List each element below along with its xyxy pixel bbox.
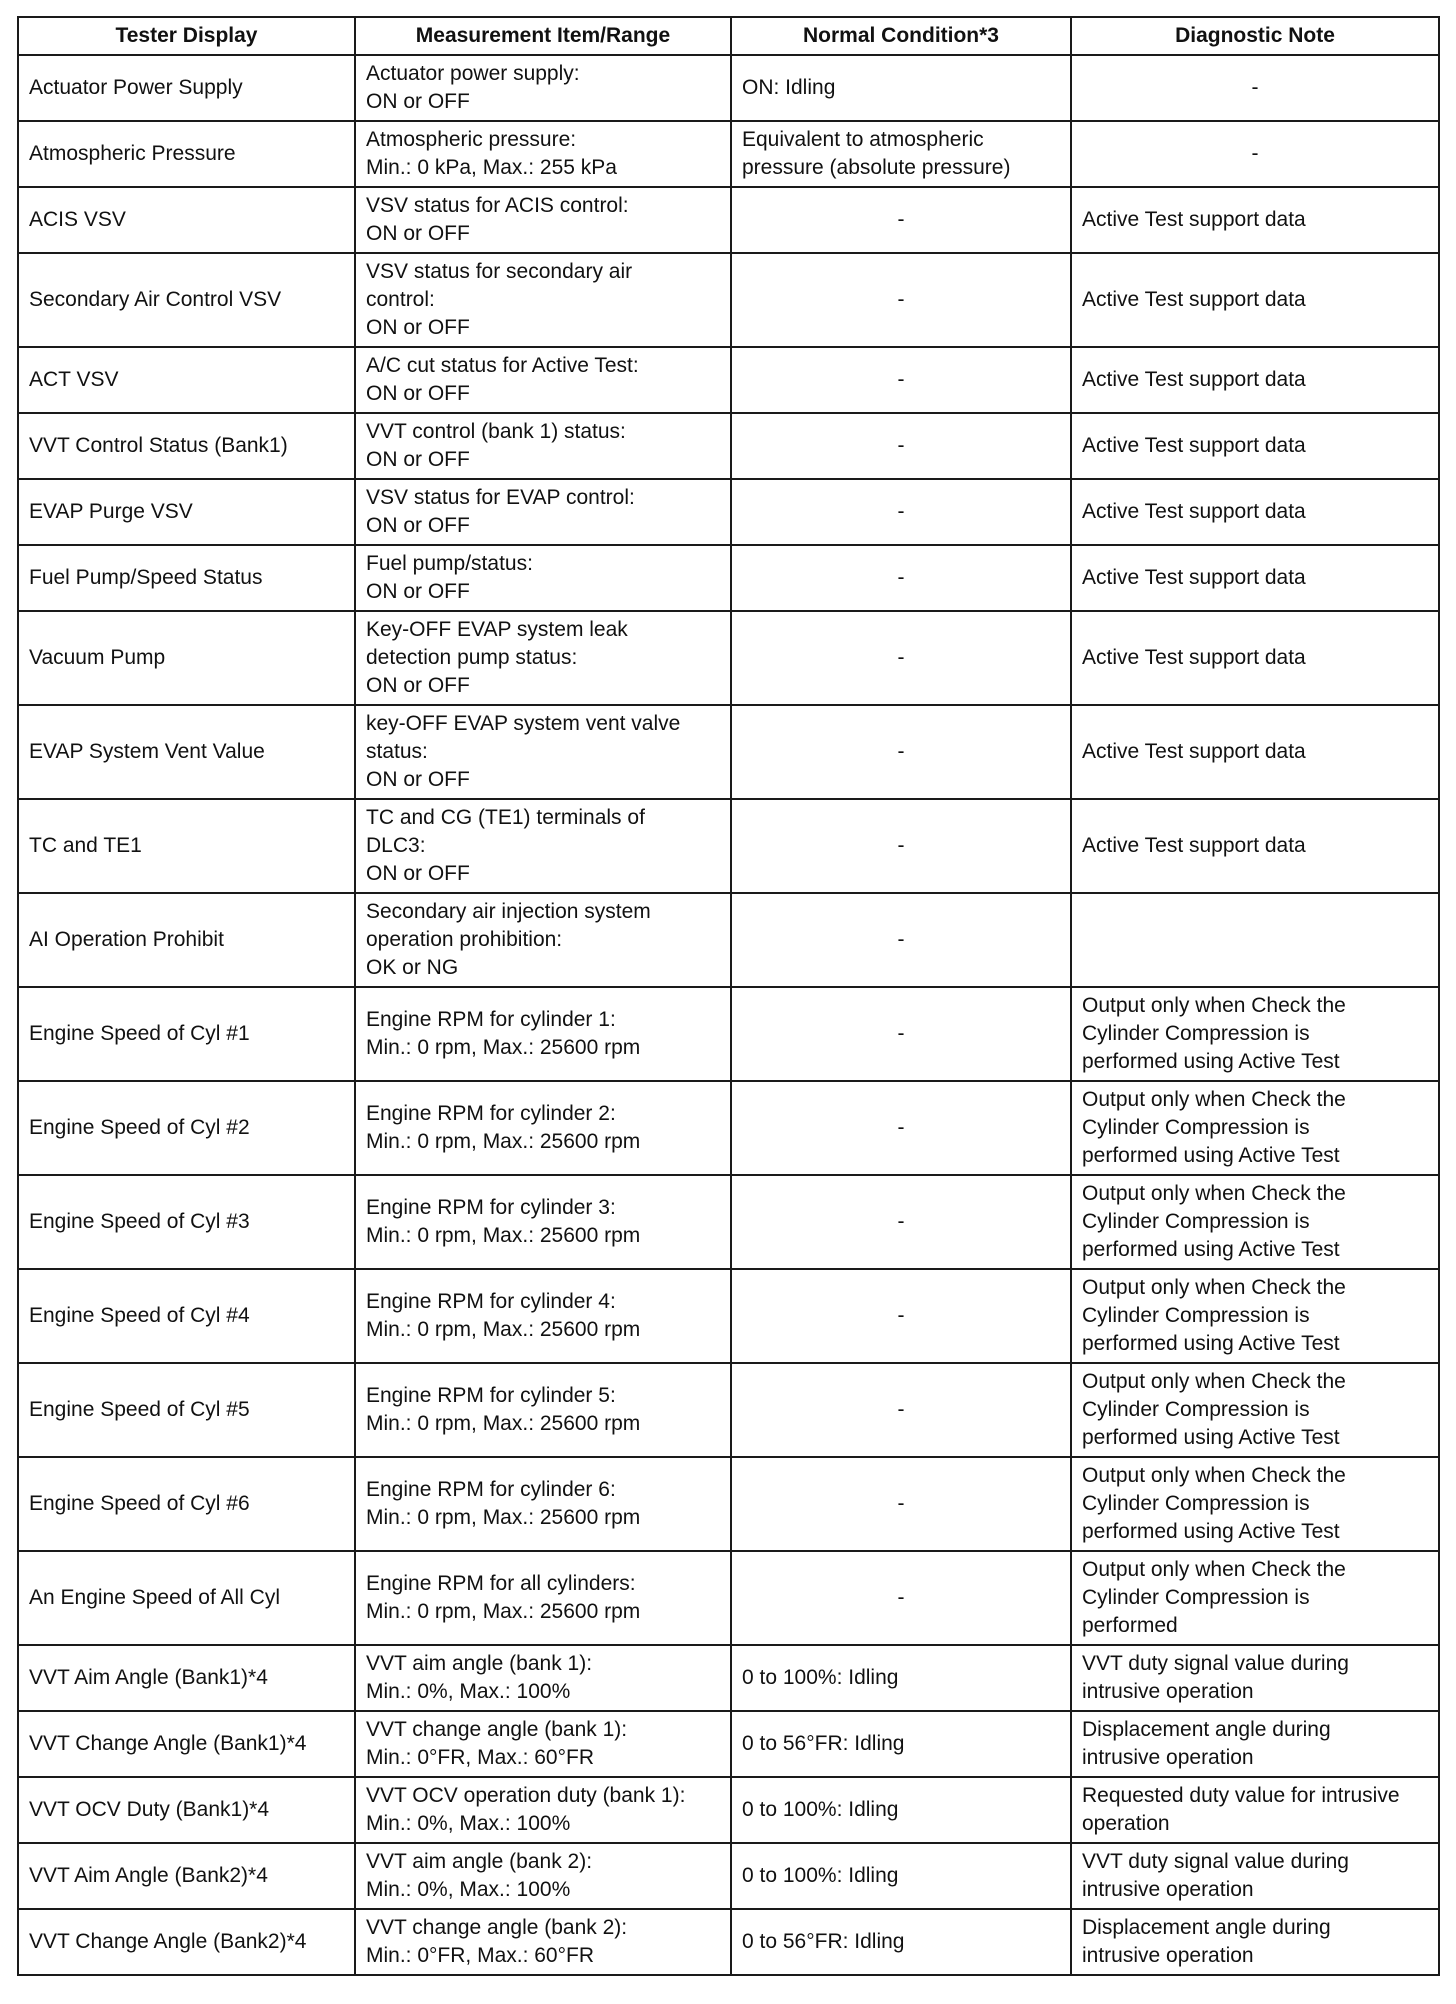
header-measurement-item: Measurement Item/Range xyxy=(355,17,731,55)
cell-measurement-item-line: Min.: 0%, Max.: 100% xyxy=(366,1878,571,1901)
cell-measurement-item xyxy=(355,611,731,705)
cell-diagnostic-note xyxy=(1071,1551,1439,1645)
cell-diagnostic-note-line: Active Test support data xyxy=(1082,288,1306,311)
cell-measurement-item xyxy=(355,705,731,799)
cell-measurement-item xyxy=(355,413,731,479)
cell-tester-display: An Engine Speed of All Cyl xyxy=(18,1551,355,1645)
cell-tester-display: Atmospheric Pressure xyxy=(18,121,355,187)
cell-measurement-item xyxy=(355,1909,731,1975)
cell-measurement-item-line: TC and CG (TE1) terminals of xyxy=(366,806,645,829)
cell-normal-condition-line: - xyxy=(897,288,905,311)
cell-diagnostic-note-line: Output only when Check the xyxy=(1082,1558,1346,1581)
cell-diagnostic-note-line: performed xyxy=(1082,1614,1178,1637)
cell-measurement-item-line: VSV status for EVAP control: xyxy=(366,486,635,509)
cell-diagnostic-note-line: Active Test support data xyxy=(1082,566,1306,589)
cell-measurement-item-line: Min.: 0 rpm, Max.: 25600 rpm xyxy=(366,1036,641,1059)
cell-diagnostic-note-line: performed using Active Test xyxy=(1082,1520,1340,1543)
cell-measurement-item-line: Min.: 0 rpm, Max.: 25600 rpm xyxy=(366,1506,641,1529)
table-row xyxy=(18,987,1439,1081)
cell-measurement-item-line: Engine RPM for all cylinders: xyxy=(366,1572,636,1595)
cell-measurement-item-line: Min.: 0%, Max.: 100% xyxy=(366,1680,571,1703)
cell-measurement-item xyxy=(355,347,731,413)
cell-tester-display: Vacuum Pump xyxy=(18,611,355,705)
cell-measurement-item-line: Key-OFF EVAP system leak xyxy=(366,618,628,641)
cell-measurement-item-line: OK or NG xyxy=(366,956,459,979)
cell-diagnostic-note xyxy=(1071,187,1439,253)
cell-diagnostic-note xyxy=(1071,55,1439,121)
cell-diagnostic-note-line: Output only when Check the xyxy=(1082,1088,1346,1111)
cell-normal-condition-line: - xyxy=(897,208,905,231)
cell-measurement-item-line: VVT aim angle (bank 1): xyxy=(366,1652,593,1675)
cell-tester-display: TC and TE1 xyxy=(18,799,355,893)
cell-measurement-item-line: Atmospheric pressure: xyxy=(366,128,577,151)
table-row xyxy=(18,479,1439,545)
cell-normal-condition xyxy=(731,1269,1071,1363)
cell-measurement-item-line: Engine RPM for cylinder 3: xyxy=(366,1196,616,1219)
table-row xyxy=(18,1909,1439,1975)
cell-normal-condition-line: - xyxy=(897,434,905,457)
cell-measurement-item-line: Engine RPM for cylinder 1: xyxy=(366,1008,616,1031)
cell-tester-display: ACIS VSV xyxy=(18,187,355,253)
cell-diagnostic-note xyxy=(1071,1711,1439,1777)
cell-diagnostic-note xyxy=(1071,1363,1439,1457)
table-row xyxy=(18,705,1439,799)
cell-normal-condition-line: - xyxy=(897,740,905,763)
cell-diagnostic-note-line: - xyxy=(1251,76,1259,99)
table-row xyxy=(18,1363,1439,1457)
cell-diagnostic-note xyxy=(1071,253,1439,347)
cell-measurement-item-line: ON or OFF xyxy=(366,768,470,791)
cell-diagnostic-note-line: intrusive operation xyxy=(1082,1944,1254,1967)
cell-diagnostic-note-line: Active Test support data xyxy=(1082,740,1306,763)
cell-diagnostic-note xyxy=(1071,611,1439,705)
cell-diagnostic-note xyxy=(1071,121,1439,187)
cell-normal-condition-line: - xyxy=(897,1116,905,1139)
cell-diagnostic-note-line: - xyxy=(1251,142,1259,165)
cell-normal-condition xyxy=(731,799,1071,893)
cell-normal-condition-line: 0 to 56°FR: Idling xyxy=(742,1930,905,1953)
cell-diagnostic-note xyxy=(1071,413,1439,479)
cell-diagnostic-note-line: Output only when Check the xyxy=(1082,1370,1346,1393)
cell-measurement-item xyxy=(355,187,731,253)
cell-diagnostic-note-line: intrusive operation xyxy=(1082,1878,1254,1901)
cell-normal-condition-line: - xyxy=(897,1398,905,1421)
cell-measurement-item xyxy=(355,799,731,893)
cell-measurement-item xyxy=(355,1081,731,1175)
cell-tester-display: Secondary Air Control VSV xyxy=(18,253,355,347)
cell-normal-condition-line: ON: Idling xyxy=(742,76,836,99)
cell-measurement-item-line: Min.: 0°FR, Max.: 60°FR xyxy=(366,1944,595,1967)
cell-diagnostic-note-line: VVT duty signal value during xyxy=(1082,1850,1349,1873)
cell-diagnostic-note-line: operation xyxy=(1082,1812,1170,1835)
cell-tester-display: ACT VSV xyxy=(18,347,355,413)
cell-normal-condition-line: 0 to 100%: Idling xyxy=(742,1798,899,1821)
table-row xyxy=(18,1711,1439,1777)
cell-diagnostic-note-line: Output only when Check the xyxy=(1082,1182,1346,1205)
cell-measurement-item-line: Engine RPM for cylinder 6: xyxy=(366,1478,616,1501)
cell-measurement-item xyxy=(355,121,731,187)
cell-tester-display: Engine Speed of Cyl #2 xyxy=(18,1081,355,1175)
cell-measurement-item-line: detection pump status: xyxy=(366,646,578,669)
cell-measurement-item-line: key-OFF EVAP system vent valve xyxy=(366,712,681,735)
cell-normal-condition xyxy=(731,1711,1071,1777)
cell-normal-condition xyxy=(731,1363,1071,1457)
table-row xyxy=(18,1777,1439,1843)
cell-measurement-item-line: Min.: 0 kPa, Max.: 255 kPa xyxy=(366,156,617,179)
table-row xyxy=(18,893,1439,987)
cell-measurement-item xyxy=(355,1711,731,1777)
cell-tester-display: VVT Aim Angle (Bank2)*4 xyxy=(18,1843,355,1909)
cell-diagnostic-note-line: Output only when Check the xyxy=(1082,1464,1346,1487)
cell-tester-display: VVT Change Angle (Bank2)*4 xyxy=(18,1909,355,1975)
cell-diagnostic-note-line: Cylinder Compression is xyxy=(1082,1116,1310,1139)
cell-measurement-item-line: Engine RPM for cylinder 2: xyxy=(366,1102,616,1125)
cell-diagnostic-note-line: performed using Active Test xyxy=(1082,1144,1340,1167)
cell-diagnostic-note-line: intrusive operation xyxy=(1082,1746,1254,1769)
cell-measurement-item-line: ON or OFF xyxy=(366,514,470,537)
table-row xyxy=(18,55,1439,121)
header-normal-condition: Normal Condition*3 xyxy=(731,17,1071,55)
cell-tester-display: Engine Speed of Cyl #3 xyxy=(18,1175,355,1269)
cell-measurement-item-line: ON or OFF xyxy=(366,316,470,339)
table-body xyxy=(18,55,1439,1975)
table-row xyxy=(18,1551,1439,1645)
cell-diagnostic-note-line: Cylinder Compression is xyxy=(1082,1398,1310,1421)
cell-normal-condition xyxy=(731,705,1071,799)
cell-normal-condition-line: - xyxy=(897,1586,905,1609)
cell-tester-display: VVT Control Status (Bank1) xyxy=(18,413,355,479)
cell-measurement-item xyxy=(355,893,731,987)
cell-diagnostic-note-line: Cylinder Compression is xyxy=(1082,1210,1310,1233)
cell-measurement-item-line: Engine RPM for cylinder 5: xyxy=(366,1384,616,1407)
header-diagnostic-note: Diagnostic Note xyxy=(1071,17,1439,55)
cell-normal-condition-line: 0 to 100%: Idling xyxy=(742,1864,899,1887)
cell-tester-display: Fuel Pump/Speed Status xyxy=(18,545,355,611)
cell-measurement-item-line: ON or OFF xyxy=(366,862,470,885)
cell-diagnostic-note xyxy=(1071,1269,1439,1363)
cell-measurement-item xyxy=(355,545,731,611)
cell-diagnostic-note xyxy=(1071,347,1439,413)
cell-normal-condition xyxy=(731,1843,1071,1909)
cell-diagnostic-note xyxy=(1071,893,1439,987)
cell-measurement-item-line: VVT change angle (bank 1): xyxy=(366,1718,628,1741)
cell-diagnostic-note xyxy=(1071,987,1439,1081)
cell-measurement-item xyxy=(355,253,731,347)
cell-diagnostic-note-line: Active Test support data xyxy=(1082,834,1306,857)
cell-measurement-item-line: ON or OFF xyxy=(366,382,470,405)
table-row xyxy=(18,1645,1439,1711)
cell-normal-condition xyxy=(731,545,1071,611)
cell-measurement-item-line: A/C cut status for Active Test: xyxy=(366,354,639,377)
cell-measurement-item-line: VVT OCV operation duty (bank 1): xyxy=(366,1784,686,1807)
cell-normal-condition xyxy=(731,1909,1071,1975)
cell-normal-condition xyxy=(731,1081,1071,1175)
cell-diagnostic-note-line: performed using Active Test xyxy=(1082,1050,1340,1073)
cell-normal-condition xyxy=(731,1457,1071,1551)
cell-normal-condition xyxy=(731,1175,1071,1269)
cell-measurement-item xyxy=(355,987,731,1081)
cell-measurement-item xyxy=(355,1645,731,1711)
cell-measurement-item-line: VSV status for secondary air xyxy=(366,260,633,283)
cell-normal-condition-line: - xyxy=(897,1210,905,1233)
cell-tester-display: Engine Speed of Cyl #5 xyxy=(18,1363,355,1457)
table-row xyxy=(18,545,1439,611)
table-row xyxy=(18,611,1439,705)
cell-measurement-item xyxy=(355,55,731,121)
cell-measurement-item-line: Secondary air injection system xyxy=(366,900,651,923)
cell-measurement-item-line: status: xyxy=(366,740,428,763)
cell-measurement-item-line: Fuel pump/status: xyxy=(366,552,533,575)
cell-measurement-item-line: ON or OFF xyxy=(366,580,470,603)
cell-normal-condition xyxy=(731,611,1071,705)
cell-measurement-item-line: VVT control (bank 1) status: xyxy=(366,420,626,443)
cell-diagnostic-note-line: Cylinder Compression is xyxy=(1082,1022,1310,1045)
cell-diagnostic-note-line: performed using Active Test xyxy=(1082,1332,1340,1355)
cell-tester-display: Engine Speed of Cyl #1 xyxy=(18,987,355,1081)
cell-measurement-item-line: Min.: 0 rpm, Max.: 25600 rpm xyxy=(366,1318,641,1341)
cell-diagnostic-note xyxy=(1071,1175,1439,1269)
cell-normal-condition-line: 0 to 100%: Idling xyxy=(742,1666,899,1689)
cell-diagnostic-note-line: Active Test support data xyxy=(1082,646,1306,669)
cell-normal-condition-line: 0 to 56°FR: Idling xyxy=(742,1732,905,1755)
cell-measurement-item-line: Min.: 0 rpm, Max.: 25600 rpm xyxy=(366,1224,641,1247)
cell-measurement-item xyxy=(355,479,731,545)
cell-normal-condition xyxy=(731,55,1071,121)
cell-diagnostic-note-line: VVT duty signal value during xyxy=(1082,1652,1349,1675)
cell-tester-display: Engine Speed of Cyl #6 xyxy=(18,1457,355,1551)
cell-diagnostic-note xyxy=(1071,799,1439,893)
cell-normal-condition-line: - xyxy=(897,1022,905,1045)
cell-measurement-item xyxy=(355,1269,731,1363)
cell-diagnostic-note-line: performed using Active Test xyxy=(1082,1238,1340,1261)
cell-normal-condition-line: - xyxy=(897,928,905,951)
cell-normal-condition-line: - xyxy=(897,834,905,857)
cell-normal-condition xyxy=(731,987,1071,1081)
cell-diagnostic-note-line: Cylinder Compression is xyxy=(1082,1586,1310,1609)
cell-measurement-item-line: VSV status for ACIS control: xyxy=(366,194,629,217)
cell-measurement-item-line: VVT change angle (bank 2): xyxy=(366,1916,628,1939)
cell-tester-display: EVAP System Vent Value xyxy=(18,705,355,799)
cell-measurement-item-line: Actuator power supply: xyxy=(366,62,580,85)
cell-measurement-item-line: DLC3: xyxy=(366,834,426,857)
cell-normal-condition xyxy=(731,479,1071,545)
cell-measurement-item-line: VVT aim angle (bank 2): xyxy=(366,1850,593,1873)
cell-measurement-item-line: control: xyxy=(366,288,435,311)
table-row xyxy=(18,187,1439,253)
table-row xyxy=(18,1269,1439,1363)
cell-measurement-item-line: Min.: 0 rpm, Max.: 25600 rpm xyxy=(366,1412,641,1435)
table-row xyxy=(18,799,1439,893)
cell-diagnostic-note-line: Cylinder Compression is xyxy=(1082,1492,1310,1515)
cell-measurement-item xyxy=(355,1843,731,1909)
cell-tester-display: VVT Aim Angle (Bank1)*4 xyxy=(18,1645,355,1711)
cell-diagnostic-note xyxy=(1071,705,1439,799)
cell-diagnostic-note xyxy=(1071,1909,1439,1975)
cell-normal-condition xyxy=(731,413,1071,479)
cell-diagnostic-note xyxy=(1071,1081,1439,1175)
cell-measurement-item xyxy=(355,1363,731,1457)
cell-normal-condition xyxy=(731,187,1071,253)
cell-diagnostic-note xyxy=(1071,545,1439,611)
data-list-table xyxy=(17,16,1440,1976)
cell-diagnostic-note-line: Active Test support data xyxy=(1082,368,1306,391)
cell-measurement-item-line: ON or OFF xyxy=(366,222,470,245)
table-row xyxy=(18,1175,1439,1269)
cell-tester-display: VVT OCV Duty (Bank1)*4 xyxy=(18,1777,355,1843)
cell-diagnostic-note-line: Output only when Check the xyxy=(1082,994,1346,1017)
cell-diagnostic-note xyxy=(1071,1645,1439,1711)
table-row xyxy=(18,121,1439,187)
cell-normal-condition-line: - xyxy=(897,1492,905,1515)
cell-diagnostic-note-line: Displacement angle during xyxy=(1082,1916,1331,1939)
cell-normal-condition-line: - xyxy=(897,500,905,523)
cell-measurement-item-line: ON or OFF xyxy=(366,448,470,471)
cell-measurement-item xyxy=(355,1175,731,1269)
cell-diagnostic-note xyxy=(1071,479,1439,545)
cell-normal-condition-line: - xyxy=(897,368,905,391)
cell-measurement-item-line: Engine RPM for cylinder 4: xyxy=(366,1290,616,1313)
cell-diagnostic-note-line: Active Test support data xyxy=(1082,208,1306,231)
header-tester-display: Tester Display xyxy=(18,17,355,55)
cell-measurement-item-line: operation prohibition: xyxy=(366,928,563,951)
table-row xyxy=(18,1843,1439,1909)
cell-normal-condition xyxy=(731,1777,1071,1843)
cell-normal-condition xyxy=(731,347,1071,413)
cell-normal-condition xyxy=(731,253,1071,347)
cell-measurement-item-line: Min.: 0 rpm, Max.: 25600 rpm xyxy=(366,1130,641,1153)
cell-normal-condition-line: - xyxy=(897,1304,905,1327)
cell-normal-condition-line: - xyxy=(897,646,905,669)
cell-normal-condition xyxy=(731,893,1071,987)
cell-measurement-item xyxy=(355,1777,731,1843)
table-row xyxy=(18,253,1439,347)
cell-diagnostic-note-line: Output only when Check the xyxy=(1082,1276,1346,1299)
cell-measurement-item-line: ON or OFF xyxy=(366,90,470,113)
header-row xyxy=(18,17,1439,55)
cell-diagnostic-note-line: Requested duty value for intrusive xyxy=(1082,1784,1400,1807)
table-row xyxy=(18,1457,1439,1551)
cell-tester-display: Engine Speed of Cyl #4 xyxy=(18,1269,355,1363)
cell-normal-condition-line: Equivalent to atmospheric xyxy=(742,128,984,151)
cell-measurement-item-line: ON or OFF xyxy=(366,674,470,697)
cell-normal-condition-line: - xyxy=(897,566,905,589)
cell-measurement-item xyxy=(355,1551,731,1645)
table-row xyxy=(18,347,1439,413)
cell-normal-condition-line: pressure (absolute pressure) xyxy=(742,156,1011,179)
cell-normal-condition xyxy=(731,121,1071,187)
cell-tester-display: AI Operation Prohibit xyxy=(18,893,355,987)
cell-normal-condition xyxy=(731,1551,1071,1645)
cell-tester-display: EVAP Purge VSV xyxy=(18,479,355,545)
cell-diagnostic-note-line: Displacement angle during xyxy=(1082,1718,1331,1741)
cell-diagnostic-note-line: intrusive operation xyxy=(1082,1680,1254,1703)
table-row xyxy=(18,413,1439,479)
cell-measurement-item-line: Min.: 0%, Max.: 100% xyxy=(366,1812,571,1835)
cell-tester-display: VVT Change Angle (Bank1)*4 xyxy=(18,1711,355,1777)
cell-tester-display: Actuator Power Supply xyxy=(18,55,355,121)
cell-diagnostic-note-line: Cylinder Compression is xyxy=(1082,1304,1310,1327)
cell-measurement-item xyxy=(355,1457,731,1551)
cell-diagnostic-note-line: Active Test support data xyxy=(1082,500,1306,523)
cell-diagnostic-note xyxy=(1071,1777,1439,1843)
table-row xyxy=(18,1081,1439,1175)
cell-diagnostic-note-line: performed using Active Test xyxy=(1082,1426,1340,1449)
cell-measurement-item-line: Min.: 0 rpm, Max.: 25600 rpm xyxy=(366,1600,641,1623)
cell-diagnostic-note xyxy=(1071,1843,1439,1909)
cell-measurement-item-line: Min.: 0°FR, Max.: 60°FR xyxy=(366,1746,595,1769)
cell-diagnostic-note-line: Active Test support data xyxy=(1082,434,1306,457)
cell-diagnostic-note xyxy=(1071,1457,1439,1551)
cell-normal-condition xyxy=(731,1645,1071,1711)
